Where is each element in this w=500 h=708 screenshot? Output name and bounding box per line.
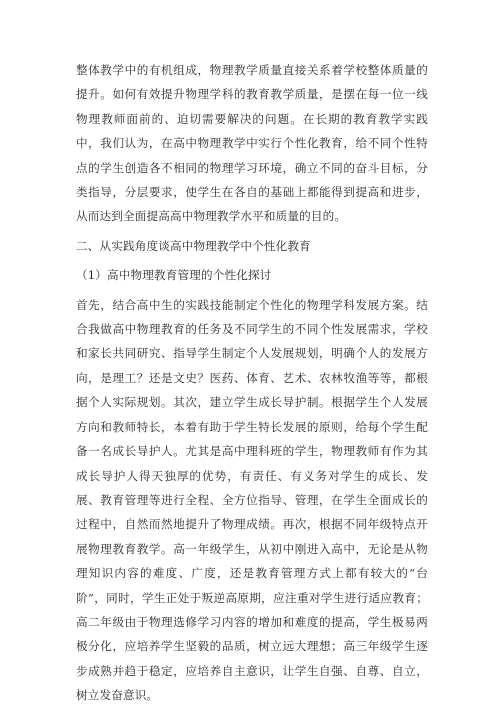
body-paragraph: 整体教学中的有机组成，物理教学质量直接关系着学校整体质量的提升。如何有效提升物理学科的教育教学质量，是摆在每一位一线物理教师面前的、迫切需要解决的问题。在长期的教育教学实践中，我们认为，在高中物理教学中实行个性化教育，给不同个性特点的学生创造各不相同的物理学习环境，确立不同的奋斗目标，分类指导，分层要求，使学生在各自的基础上都能得到提高和进步，从而达到全面提高高中物理教学水平和质量的目的。 — [76, 63, 428, 224]
section-heading: 二、从实践角度谈高中物理教学中个性化教育 — [76, 238, 311, 253]
document-body — [76, 58, 428, 708]
subsection-heading: （1）高中物理教育管理的个性化探讨 — [76, 268, 272, 283]
body-paragraph: 首先，结合高中生的实践技能制定个性化的物理学科发展方案。结合我做高中物理教育的任务及不同学生的不同个性发展需求，学校和家长共同研究、指导学生制定个人发展规划，明确个人的发展方向，是理工？还是文史？医药、体育、艺术、农林牧渔等等，都根据个人实际规划。其次，建立学生成长导护制。根据学生个人发展方向和教师特长，本着有助于学生特长发展的原则，给每个学生配备一名成长导护人。尤其是高中理科班的学生，物理教师有作为其成长导护人得天独厚的优势，有责任、有义务对学生的成长、发展、教育管理等进行全程、全方位指导、管理，在学生全面成长的过程中，自然而然地提升了物理成绩。再次，根据不同年级特点开展物理教育教学。高一年级学生，从初中刚进入高中，无论是从物理知识内容的难度、广度，还是教育管理方式上都有较大的“台阶”，同时，学生正处于叛逆高原期，应注重对学生进行适应教育；高二年级由于物理选修学习内容的增加和难度的提高，学生极易两极分化，应培养学生坚毅的品质，树立远大理想；高三年级学生逐步成熟并趋于稳定，应培养自主意识，让学生自强、自尊、自立，树立发奋意识。 — [76, 297, 428, 703]
